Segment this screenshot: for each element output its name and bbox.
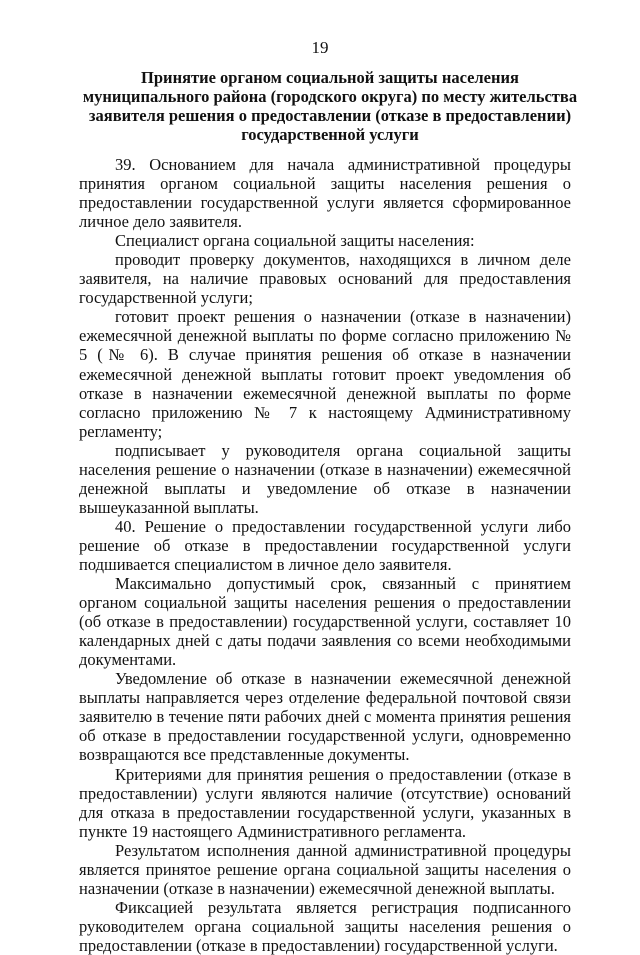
heading-line: заявителя решения о предоставлении (отказе в предоставлении) [88,106,572,125]
paragraph: Специалист органа социальной защиты населения: [115,231,475,251]
heading-line: муниципального района (городского округа) по месту жительства [82,87,578,106]
paragraph: готовит проект решения о назначении (отказе в назначении) ежемесячной денежной выплаты по форме согласно приложению № 5 (№ 6). В случае принятия решения об отказе в назначении ежемесячной денежной выплаты готовит проект уведомления об отказе в назначении ежемесячной денежной выплаты по форме согласно приложению № 7 к настоящему Административному регламенту; [79,307,571,441]
heading-line: государственной услуги [241,125,419,144]
paragraph: Максимально допустимый срок, связанный с принятием органом социальной защиты населения решения о предоставлении (об отказе в предоставлении) государственной услуги, составляет 10 календарных дней с даты подачи заявления со всеми необходимыми документами. [79,574,571,670]
paragraph: подписывает у руководителя органа социальной защиты населения решение о назначении (отказе в назначении) ежемесячной денежной выплаты и уведомление об отказе в назначении вышеуказанной выплаты. [79,440,571,517]
paragraph-39: 39. Основанием для начала административной процедуры принятия органом социальной защиты населения решения о предоставлении государственной услуги является сформированное личное дело заявителя. [79,155,571,232]
heading-line: Принятие органом социальной защиты населения [141,68,519,87]
paragraph: Фиксацией результата является регистрация подписанного руководителем органа социальной защиты населения решения о предоставлении (отказе в предоставлении) государственной услуги. [79,897,571,955]
paragraph: Уведомление об отказе в назначении ежемесячной денежной выплаты направляется через отделение федеральной почтовой связи заявителю в течение пяти рабочих дней с момента принятия решения об отказе в предоставлении государственной услуги, одновременно возвращаются все представленные документы. [79,669,571,765]
paragraph-40: 40. Решение о предоставлении государственной услуги либо решение об отказе в предоставлении государственной услуги подшивается специалистом в личное дело заявителя. [79,516,571,574]
section-heading [80,68,580,144]
paragraph: Результатом исполнения данной административной процедуры является принятое решение органа социальной защиты населения о назначении (отказе в назначении) ежемесячной денежной выплаты. [79,840,571,898]
document-body [79,155,571,955]
page-number: 19 [311,38,329,57]
paragraph: проводит проверку документов, находящихся в личном деле заявителя, на наличие правовых оснований для предоставления государственной услуги; [79,250,571,308]
paragraph: Критериями для принятия решения о предоставлении (отказе в предоставлении) услуги являются наличие (отсутствие) оснований для отказа в предоставлении государственной услуги, указанных в пункте 19 настоящего Административного регламента. [79,764,571,841]
